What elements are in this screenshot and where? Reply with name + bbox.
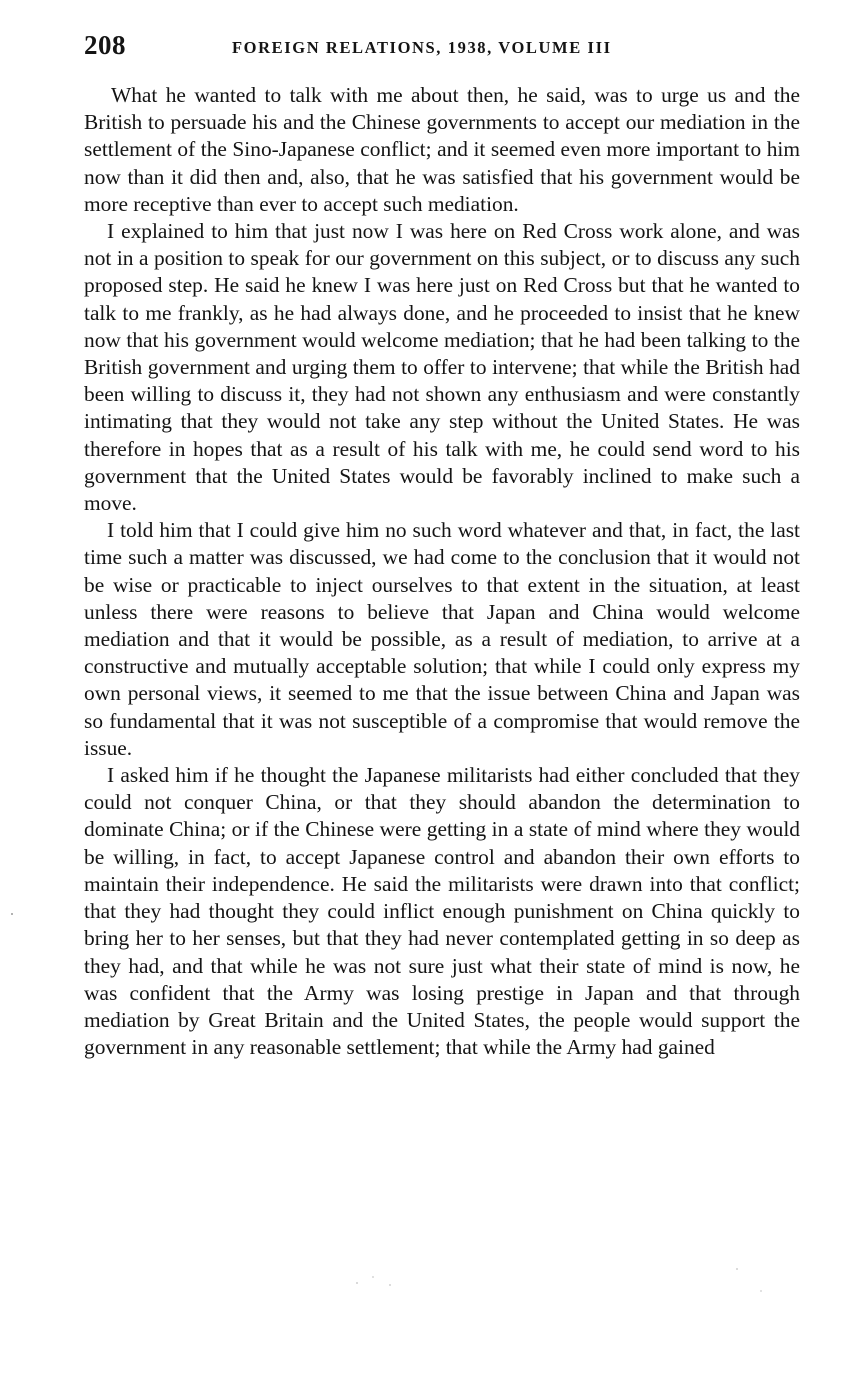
page-number: 208 (84, 30, 126, 60)
print-speck (372, 1276, 374, 1278)
print-speck (736, 1268, 738, 1270)
paragraph-4: I asked him if he thought the Japanese militarists had either concluded that they could not conquer China, or that they should abandon the determination to dominate China; or if the Chinese were getting in a state of mind where they would be willing, in fact, to accept Japanese control and abandon their own efforts to maintain their independence. He said the militarists were drawn into that conflict; that they had thought they could inflict enough punishment on China quickly to bring her to her senses, but that they had never contemplated getting in so deep as they had, and that while he was not sure just what their state of mind is now, he was confident that the Army was losing prestige in Japan and that through mediation by Great Britain and the United States, the people would support the government in any reasonable settlement; that while the Army had gained (84, 763, 800, 1060)
print-speck (356, 1282, 358, 1284)
paragraph-2: I explained to him that just now I was here on Red Cross work alone, and was not in a position to speak for our government on this subject, or to discuss any such proposed step. He said he knew I was here just on Red Cross but that he wanted to talk to me frankly, as he had always done, and he proceeded to insist that he knew now that his government would welcome mediation; that he had been talking to the British government and urging them to offer to intervene; that while the British had been willing to discuss it, they had not shown any enthusiasm and were constantly intimating that they would not take any step without the United States. He was therefore in hopes that as a result of his talk with me, he could send word to his government that the United States would be favorably inclined to make such a move. (84, 219, 800, 516)
running-head: FOREIGN RELATIONS, 1938, VOLUME III (232, 38, 612, 57)
print-speck (389, 1284, 391, 1286)
page-header (84, 30, 800, 64)
print-speck (760, 1290, 762, 1292)
paragraph-1: What he wanted to talk with me about then, he said, was to urge us and the British to persuade his and the Chinese governments to accept our mediation in the settlement of the Sino-Japanese conflict; and it seemed even more important to him now than it did then and, also, that he was satisfied that his government would be more receptive than ever to accept such mediation. (84, 83, 800, 216)
paragraph-3: I told him that I could give him no such word whatever and that, in fact, the last time such a matter was discussed, we had come to the conclusion that it would not be wise or practicable to inject ourselves to that extent in the situation, at least unless there were reasons to believe that Japan and China would welcome mediation and that it would be possible, as a result of mediation, to arrive at a constructive and mutually acceptable solution; that while I could only express my own personal views, it seemed to me that the issue between China and Japan was so fundamental that it was not susceptible of a compromise that would remove the issue. (84, 518, 800, 760)
body-text (84, 82, 800, 1061)
print-speck (11, 913, 13, 915)
